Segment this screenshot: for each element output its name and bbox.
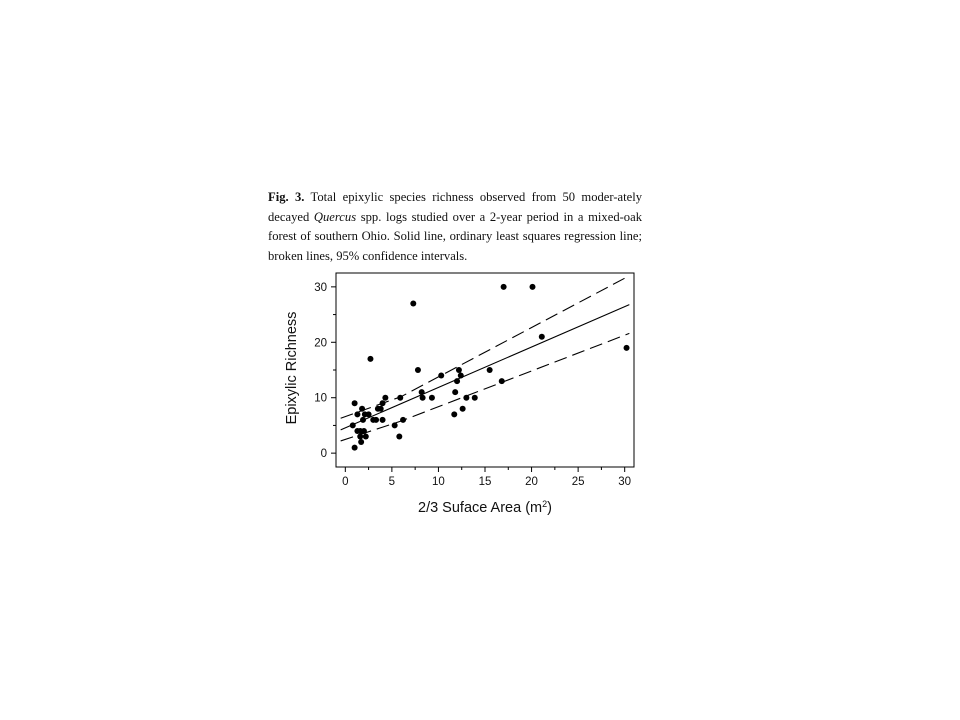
data-point: [366, 411, 372, 417]
x-tick-label: 10: [432, 476, 445, 488]
data-point: [357, 434, 363, 440]
data-point: [380, 400, 386, 406]
data-point: [501, 284, 507, 290]
data-point: [438, 373, 444, 379]
data-point: [460, 406, 466, 412]
data-point: [499, 378, 505, 384]
data-point: [454, 378, 460, 384]
data-point: [361, 428, 367, 434]
data-point: [359, 406, 365, 412]
data-point: [487, 367, 493, 373]
y-tick-label: 10: [314, 392, 327, 405]
data-point: [380, 417, 386, 423]
data-point: [451, 411, 457, 417]
caption-genus: Quercus: [313, 209, 357, 224]
x-tick-label: 15: [478, 476, 492, 488]
data-point: [463, 395, 469, 401]
data-point: [452, 389, 458, 395]
data-point: [456, 367, 462, 373]
data-point: [378, 406, 384, 412]
data-point: [415, 367, 421, 373]
plot-frame: [336, 273, 634, 467]
data-point: [429, 395, 435, 401]
x-tick-label: 25: [571, 476, 585, 488]
x-tick-label: 0: [342, 476, 349, 488]
data-point: [529, 284, 535, 290]
x-tick-label: 30: [618, 476, 632, 488]
caption-text-before: Total epixylic species richness observed from 50 moder-ately decayed: [268, 190, 643, 224]
x-tick-label: 20: [525, 476, 538, 488]
figure-label: Fig. 3.: [268, 190, 305, 204]
y-tick-label: 0: [320, 448, 327, 461]
lower-confidence-line: [341, 333, 630, 441]
data-point: [352, 445, 358, 451]
data-point: [539, 334, 545, 340]
data-point: [360, 417, 366, 423]
data-point: [363, 434, 369, 440]
caption-text-after: spp. logs studied over a 2-year period in a mixed-oak forest of southern Ohio. Solid line, ordinary least squares regression line; broken lines, 95% confidence intervals.: [268, 209, 642, 263]
data-point: [624, 345, 630, 351]
regression-line: [341, 305, 630, 430]
data-point: [400, 417, 406, 423]
y-tick-label: 30: [314, 281, 327, 294]
y-axis-label: Epixylic Richness: [284, 311, 300, 425]
x-axis-label: 2/3 Suface Area $(m^2)$: [418, 499, 552, 516]
data-point: [367, 356, 373, 362]
y-tick-label: 20: [314, 337, 327, 350]
data-point: [396, 434, 402, 440]
data-point: [410, 300, 416, 306]
data-point: [392, 422, 398, 428]
x-tick-label: 5: [388, 476, 396, 488]
data-point: [358, 439, 364, 445]
data-point: [397, 395, 403, 401]
data-point: [350, 422, 356, 428]
data-point: [373, 417, 379, 423]
data-point: [354, 411, 360, 417]
data-point: [352, 400, 358, 406]
data-point: [420, 395, 426, 401]
data-point: [382, 395, 388, 401]
data-point: [472, 395, 478, 401]
data-point: [419, 389, 425, 395]
data-point: [458, 373, 464, 379]
